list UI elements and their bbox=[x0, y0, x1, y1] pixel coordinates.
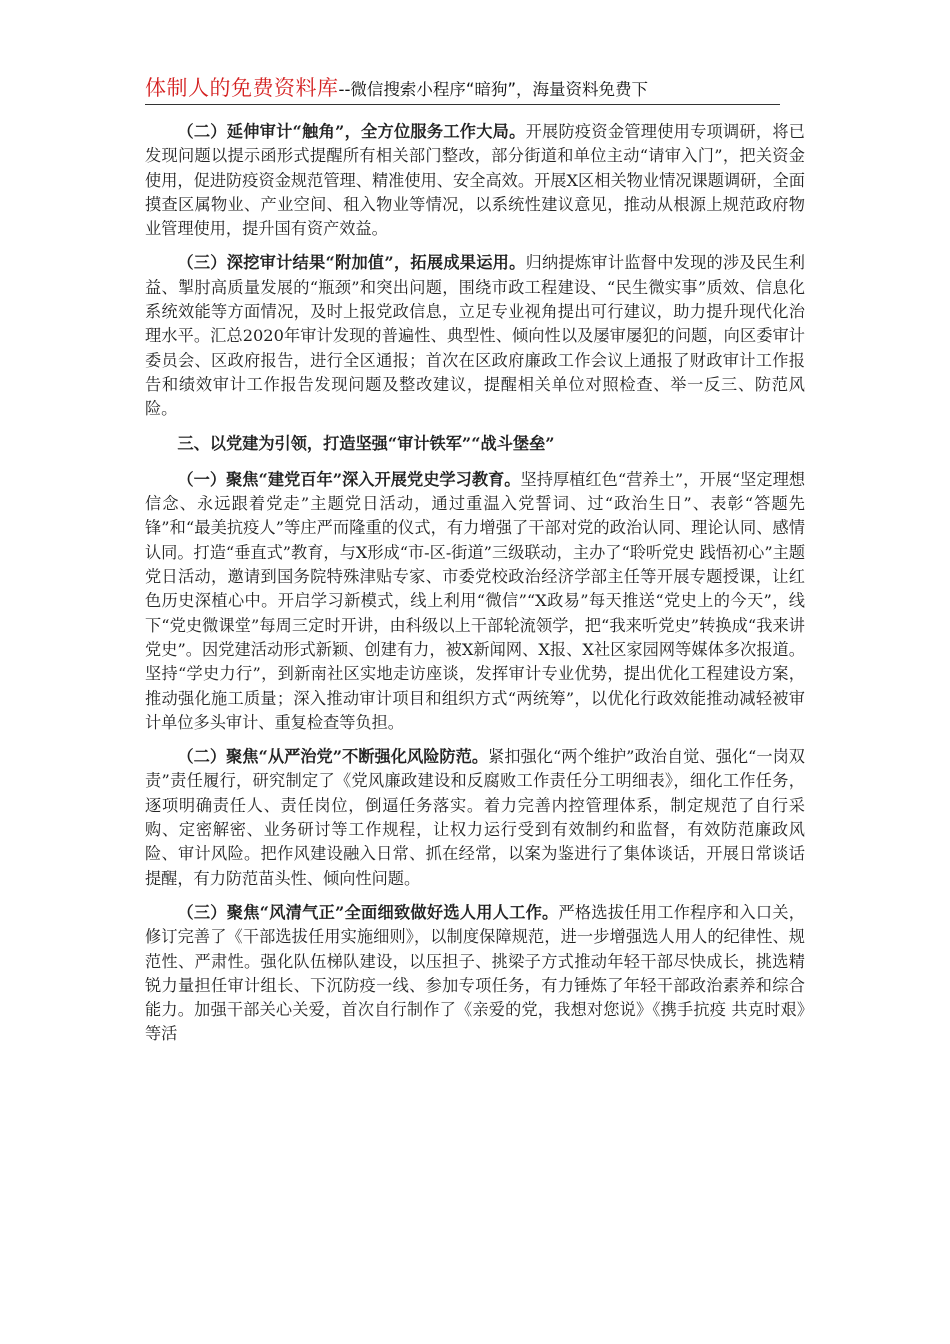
paragraph-lead: （三）深挖审计结果“附加值”，拓展成果运用。 bbox=[177, 253, 526, 273]
paragraph-body: 严格选拔任用工作程序和入口关，修订完善了《干部选拔任用实施细则》，以制度保障规范，进一步增强选人用人的纪律性、规范性、严肃性。强化队伍梯队建设，以压担子、挑梁子方式推动年轻干部尽快成长，挑选精锐力量担任审计组长、下沉防疫一线、参加专项任务，有力锤炼了年轻干部政治素养和综合能力。加强干部关心关爱，首次自行制作了《亲爱的党，我想对您说》《携手抗疫 共克时艰》等活 bbox=[145, 902, 805, 1044]
paragraph-body: 紧扣强化“两个维护”政治自觉、强化“一岗双责”责任履行，研究制定了《党风廉政建设和反腐败工作责任分工明细表》，细化工作任务，逐项明确责任人、责任岗位，倒逼任务落实。着力完善内控管理体系，制定规范了自行采购、定密解密、业务研讨等工作规程，让权力运行受到有效制约和监督，有效防范廉政风险、审计风险。把作风建设融入日常、抓在经常，以案为鉴进行了集体谈话，开展日常谈话提醒，有力防范苗头性、倾向性问题。 bbox=[145, 747, 805, 888]
paragraph-lead: （一）聚焦“建党百年”深入开展党史学习教育。 bbox=[177, 469, 521, 489]
paragraph-lead: （二）延伸审计“触角”，全方位服务工作大局。 bbox=[177, 122, 526, 141]
document-body bbox=[145, 120, 805, 1057]
header-brand: 体制人的免费资料库 bbox=[145, 76, 339, 100]
paragraph-personnel-selection bbox=[145, 901, 805, 1047]
paragraph-body: 坚持厚植红色“营养土”，开展“坚定理想信念、永远跟着党走”主题党日活动，通过重温入党誓词、过“政治生日”、表彰“答题先锋”和“最美抗疫人”等庄严而隆重的仪式，有力增强了干部对党的政治认同、理论认同、感情认同。打造“垂直式”教育，与X形成“市-区-街道”三级联动，主办了“聆听党史 践悟初心”主题党日活动，邀请到国务院特殊津贴专家、市委党校政治经济学部主任等开展专题授课，让红色历史深植心中。开启学习新模式，线上利用“微信”“X政易”每天推送“党史上的今天”，线下“党史微课堂”每周三定时开讲，由科级以上干部轮流领学，把“我来听党史”转换成“我来讲党史”。因党建活动形式新颖、创建有力，被X新闻网、X报、X社区家园网等媒体多次报道。坚持“学史力行”，到新南社区实地走访座谈，发挥审计专业优势，提出优化工程建设方案，推动强化施工质量；深入推动审计项目和组织方式“两统筹”，以优化行政效能推动减轻被审计单位多头审计、重复检查等负担。 bbox=[145, 469, 806, 732]
header-slogan: --微信搜索小程序“暗狗”，海量资料免费下 bbox=[338, 80, 649, 99]
paragraph-party-history bbox=[145, 468, 805, 735]
paragraph-lead: （三）聚焦“风清气正”全面细致做好选人用人工作。 bbox=[177, 902, 559, 922]
paragraph-lead: （二）聚焦“从严治党”不断强化风险防范。 bbox=[177, 747, 489, 767]
paragraph-extend-audit bbox=[145, 120, 805, 241]
page-header bbox=[145, 72, 780, 105]
paragraph-strict-governance bbox=[145, 745, 805, 891]
paragraph-audit-results bbox=[145, 251, 805, 421]
section-heading-party-building: 三、以党建为引领，打造坚强“审计铁军”“战斗堡垒” bbox=[177, 433, 555, 453]
paragraph-body: 归纳提炼审计监督中发现的涉及民生利益、掣肘高质量发展的“瓶颈”和突出问题，围绕市政工程建设、“民生微实事”质效、信息化系统效能等方面情况，及时上报党政信息，立足专业视角提出可行建议，助力提升现代化治理水平。汇总2020年审计发现的普遍性、典型性、倾向性以及屡审屡犯的问题，向区委审计委员会、区政府报告，进行全区通报；首次在区政府廉政工作会议上通报了财政审计工作报告和绩效审计工作报告发现问题及整改建议，提醒相关单位对照检查、举一反三、防范风险。 bbox=[145, 253, 805, 419]
paragraph-body: 开展防疫资金管理使用专项调研，将已发现问题以提示函形式提醒所有相关部门整改，部分街道和单位主动“请审入门”，把关资金使用，促进防疫资金规范管理、精准使用、安全高效。开展X区相关物业情况课题调研，全面摸查区属物业、产业空间、租入物业等情况，以系统性建议意见，推动从根源上规范政府物业管理使用，提升国有资产效益。 bbox=[145, 122, 805, 239]
